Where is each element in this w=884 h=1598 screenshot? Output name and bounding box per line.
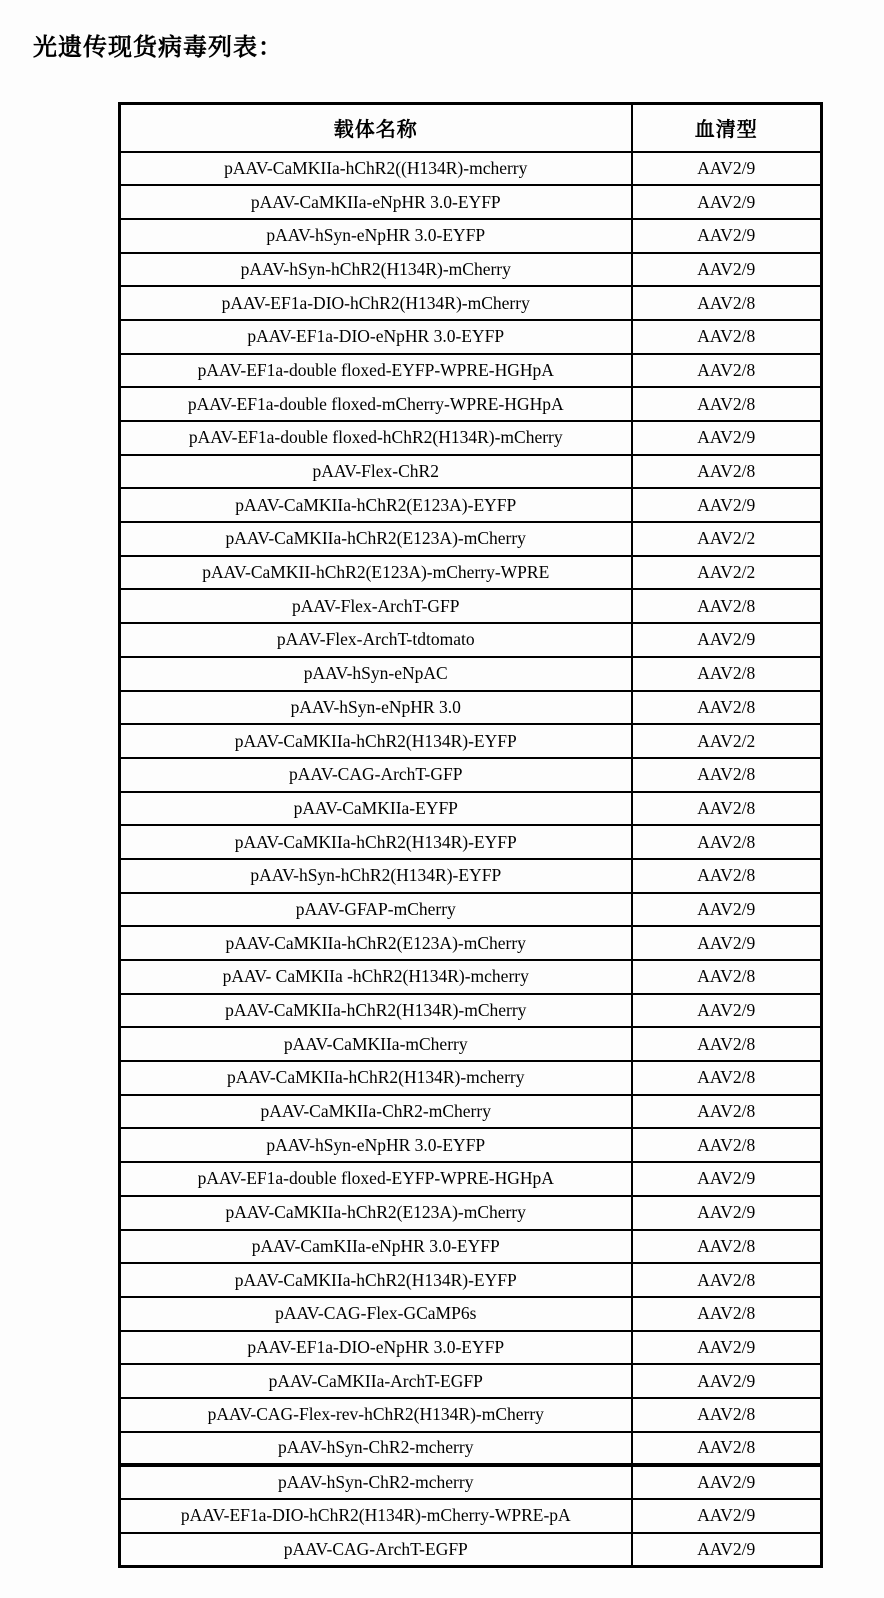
serotype-cell: AAV2/9	[632, 219, 822, 253]
table-row	[120, 623, 822, 657]
serotype-cell: AAV2/8	[632, 1263, 822, 1297]
table-row	[120, 657, 822, 691]
table-row	[120, 893, 822, 927]
serotype-cell: AAV2/8	[632, 589, 822, 623]
table-row	[120, 1061, 822, 1095]
vector-name-cell: pAAV-CAG-ArchT-EGFP	[120, 1533, 632, 1567]
vector-name-cell: pAAV-EF1a-double floxed-EYFP-WPRE-HGHpA	[120, 1162, 632, 1196]
vector-name-cell: pAAV-GFAP-mCherry	[120, 893, 632, 927]
serotype-cell: AAV2/8	[632, 286, 822, 320]
table-row	[120, 1398, 822, 1432]
vector-name-cell: pAAV-hSyn-hChR2(H134R)-EYFP	[120, 859, 632, 893]
serotype-cell: AAV2/9	[632, 1499, 822, 1533]
table-row	[120, 185, 822, 219]
serotype-cell: AAV2/8	[632, 1398, 822, 1432]
table-row	[120, 859, 822, 893]
vector-name-cell: pAAV-CaMKIIa-mCherry	[120, 1027, 632, 1061]
vector-name-cell: pAAV-EF1a-double floxed-mCherry-WPRE-HGHpA	[120, 387, 632, 421]
table-row	[120, 1230, 822, 1264]
vector-name-cell: pAAV-hSyn-eNpHR 3.0-EYFP	[120, 1128, 632, 1162]
table-row	[120, 792, 822, 826]
vector-name-cell: pAAV-EF1a-DIO-eNpHR 3.0-EYFP	[120, 1331, 632, 1365]
table-row	[120, 1432, 822, 1466]
table-row	[120, 1095, 822, 1129]
serotype-cell: AAV2/8	[632, 825, 822, 859]
table-row	[120, 994, 822, 1028]
serotype-cell: AAV2/8	[632, 1095, 822, 1129]
serotype-cell: AAV2/8	[632, 792, 822, 826]
table-row	[120, 320, 822, 354]
vector-name-cell: pAAV-CaMKIIa-hChR2(E123A)-EYFP	[120, 488, 632, 522]
serotype-cell: AAV2/8	[632, 1432, 822, 1466]
table-row	[120, 1533, 822, 1567]
serotype-cell: AAV2/9	[632, 623, 822, 657]
vector-name-cell: pAAV-hSyn-eNpAC	[120, 657, 632, 691]
vector-name-cell: pAAV-CaMKIIa-hChR2(H134R)-EYFP	[120, 1263, 632, 1297]
table-row	[120, 1263, 822, 1297]
serotype-cell: AAV2/9	[632, 1331, 822, 1365]
vector-name-cell: pAAV-CaMKIIa-ArchT-EGFP	[120, 1364, 632, 1398]
vector-name-cell: pAAV-CaMKIIa-hChR2(H134R)-mcherry	[120, 1061, 632, 1095]
vector-name-cell: pAAV-CAG-ArchT-GFP	[120, 758, 632, 792]
table-row	[120, 1364, 822, 1398]
table-row	[120, 556, 822, 590]
serotype-cell: AAV2/8	[632, 354, 822, 388]
table-row	[120, 724, 822, 758]
vector-name-cell: pAAV- CaMKIIa -hChR2(H134R)-mcherry	[120, 960, 632, 994]
serotype-cell: AAV2/9	[632, 185, 822, 219]
serotype-cell: AAV2/9	[632, 926, 822, 960]
vector-name-cell: pAAV-CaMKIIa-hChR2(H134R)-EYFP	[120, 724, 632, 758]
vector-name-cell: pAAV-Flex-ArchT-tdtomato	[120, 623, 632, 657]
table-row	[120, 421, 822, 455]
vector-name-cell: pAAV-hSyn-ChR2-mcherry	[120, 1465, 632, 1499]
vector-name-cell: pAAV-CaMKIIa-eNpHR 3.0-EYFP	[120, 185, 632, 219]
vector-name-cell: pAAV-hSyn-eNpHR 3.0-EYFP	[120, 219, 632, 253]
serotype-cell: AAV2/8	[632, 1128, 822, 1162]
page-title: 光遗传现货病毒列表：	[33, 35, 283, 61]
vector-name-cell: pAAV-CaMKIIa-hChR2(E123A)-mCherry	[120, 1196, 632, 1230]
table-row	[120, 1465, 822, 1499]
serotype-cell: AAV2/2	[632, 724, 822, 758]
vector-name-cell: pAAV-CaMKIIa-hChR2(H134R)-EYFP	[120, 825, 632, 859]
vector-name-cell: pAAV-EF1a-double floxed-EYFP-WPRE-HGHpA	[120, 354, 632, 388]
vector-name-cell: pAAV-CaMKIIa-hChR2(E123A)-mCherry	[120, 522, 632, 556]
table-header-row	[120, 104, 822, 152]
table-row	[120, 488, 822, 522]
table-row	[120, 286, 822, 320]
virus-list-table	[118, 102, 823, 1568]
table-row	[120, 522, 822, 556]
serotype-cell: AAV2/8	[632, 960, 822, 994]
serotype-cell: AAV2/8	[632, 387, 822, 421]
serotype-cell: AAV2/9	[632, 1196, 822, 1230]
serotype-cell: AAV2/8	[632, 758, 822, 792]
vector-name-cell: pAAV-EF1a-DIO-hChR2(H134R)-mCherry-WPRE-pA	[120, 1499, 632, 1533]
table-row	[120, 152, 822, 186]
table-row	[120, 387, 822, 421]
serotype-cell: AAV2/8	[632, 1027, 822, 1061]
serotype-cell: AAV2/9	[632, 1364, 822, 1398]
serotype-cell: AAV2/9	[632, 1533, 822, 1567]
serotype-cell: AAV2/9	[632, 152, 822, 186]
vector-name-cell: pAAV-CaMKIIa-hChR2(H134R)-mCherry	[120, 994, 632, 1028]
table-row	[120, 455, 822, 489]
serotype-cell: AAV2/2	[632, 522, 822, 556]
vector-name-cell: pAAV-EF1a-double floxed-hChR2(H134R)-mCherry	[120, 421, 632, 455]
vector-name-cell: pAAV-EF1a-DIO-eNpHR 3.0-EYFP	[120, 320, 632, 354]
vector-name-cell: pAAV-hSyn-ChR2-mcherry	[120, 1432, 632, 1466]
serotype-cell: AAV2/8	[632, 859, 822, 893]
serotype-cell: AAV2/9	[632, 1465, 822, 1499]
vector-name-cell: pAAV-CaMKII-hChR2(E123A)-mCherry-WPRE	[120, 556, 632, 590]
column-header-vector-name: 载体名称	[120, 104, 632, 152]
vector-name-cell: pAAV-Flex-ChR2	[120, 455, 632, 489]
serotype-cell: AAV2/8	[632, 320, 822, 354]
vector-name-cell: pAAV-CaMKIIa-EYFP	[120, 792, 632, 826]
serotype-cell: AAV2/9	[632, 421, 822, 455]
serotype-cell: AAV2/9	[632, 893, 822, 927]
table-row	[120, 1162, 822, 1196]
serotype-cell: AAV2/8	[632, 455, 822, 489]
table-row	[120, 1297, 822, 1331]
table-row	[120, 1331, 822, 1365]
table-row	[120, 691, 822, 725]
vector-name-cell: pAAV-CamKIIa-eNpHR 3.0-EYFP	[120, 1230, 632, 1264]
table-row	[120, 253, 822, 287]
serotype-cell: AAV2/8	[632, 1297, 822, 1331]
table-row	[120, 1499, 822, 1533]
serotype-cell: AAV2/9	[632, 1162, 822, 1196]
vector-name-cell: pAAV-CaMKIIa-ChR2-mCherry	[120, 1095, 632, 1129]
serotype-cell: AAV2/9	[632, 488, 822, 522]
table-row	[120, 1128, 822, 1162]
vector-name-cell: pAAV-EF1a-DIO-hChR2(H134R)-mCherry	[120, 286, 632, 320]
table-row	[120, 589, 822, 623]
table-row	[120, 1027, 822, 1061]
table-row	[120, 960, 822, 994]
serotype-cell: AAV2/8	[632, 691, 822, 725]
serotype-cell: AAV2/8	[632, 1230, 822, 1264]
vector-name-cell: pAAV-hSyn-hChR2(H134R)-mCherry	[120, 253, 632, 287]
vector-name-cell: pAAV-Flex-ArchT-GFP	[120, 589, 632, 623]
table-row	[120, 219, 822, 253]
vector-name-cell: pAAV-CAG-Flex-rev-hChR2(H134R)-mCherry	[120, 1398, 632, 1432]
column-header-serotype: 血清型	[632, 104, 822, 152]
serotype-cell: AAV2/2	[632, 556, 822, 590]
table-row	[120, 926, 822, 960]
serotype-cell: AAV2/8	[632, 657, 822, 691]
serotype-cell: AAV2/9	[632, 994, 822, 1028]
serotype-cell: AAV2/9	[632, 253, 822, 287]
serotype-cell: AAV2/8	[632, 1061, 822, 1095]
vector-name-cell: pAAV-CaMKIIa-hChR2((H134R)-mcherry	[120, 152, 632, 186]
table-row	[120, 354, 822, 388]
table-row	[120, 758, 822, 792]
vector-name-cell: pAAV-CaMKIIa-hChR2(E123A)-mCherry	[120, 926, 632, 960]
table-row	[120, 1196, 822, 1230]
table-row	[120, 825, 822, 859]
vector-name-cell: pAAV-CAG-Flex-GCaMP6s	[120, 1297, 632, 1331]
vector-name-cell: pAAV-hSyn-eNpHR 3.0	[120, 691, 632, 725]
